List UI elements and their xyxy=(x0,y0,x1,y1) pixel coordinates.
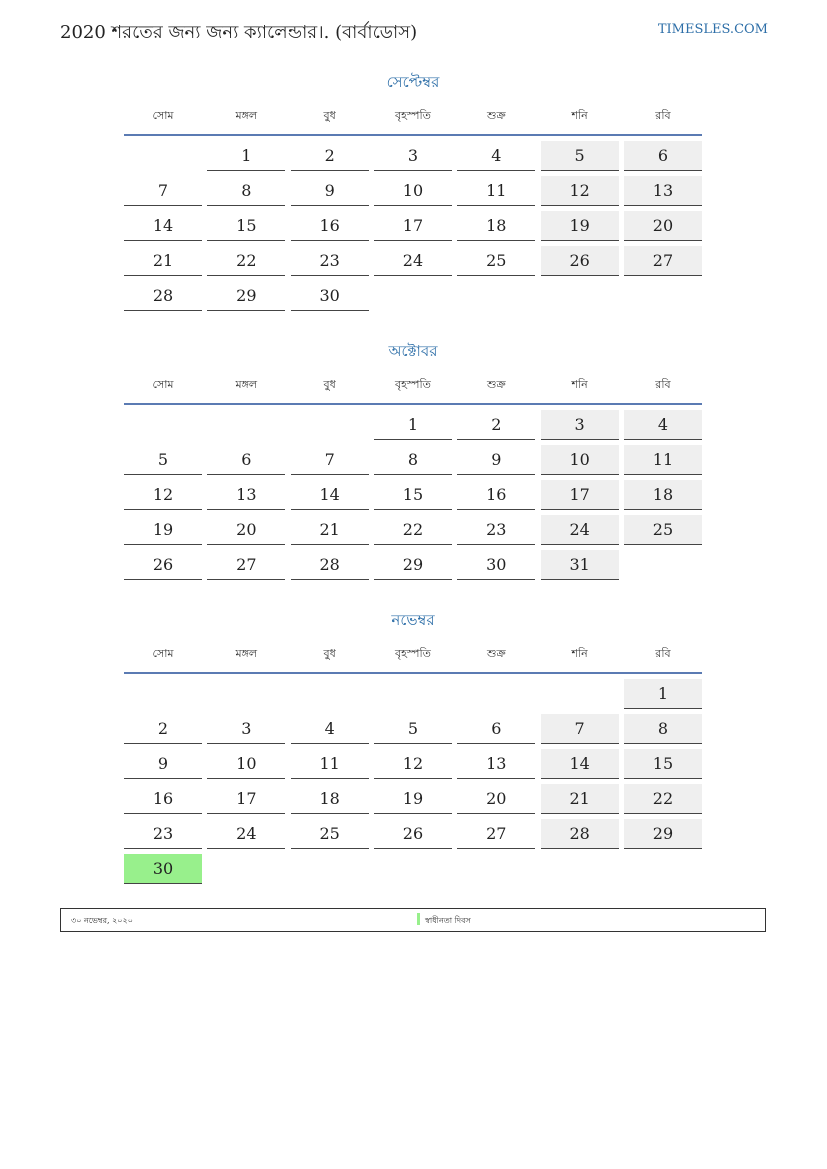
empty-cell xyxy=(624,854,702,884)
day-cell: 4 xyxy=(291,714,369,744)
day-cell: 18 xyxy=(624,480,702,510)
weekday-header xyxy=(124,376,702,394)
day-cell: 18 xyxy=(457,211,535,241)
weekday-label: বৃহস্পতি xyxy=(395,647,431,660)
empty-cell xyxy=(624,281,702,311)
weekday-label: রবি xyxy=(655,378,671,391)
day-cell: 25 xyxy=(457,246,535,276)
weekday-header xyxy=(124,645,702,663)
weekday-label: বুধ xyxy=(323,109,336,122)
weekday-label: মঙ্গল xyxy=(235,378,258,391)
day-grid xyxy=(124,410,702,580)
weekday-label: শুক্র xyxy=(486,109,506,122)
day-cell: 2 xyxy=(457,410,535,440)
empty-cell xyxy=(207,679,285,709)
day-cell: 12 xyxy=(374,749,452,779)
day-cell: 12 xyxy=(541,176,619,206)
empty-cell xyxy=(457,281,535,311)
day-cell: 9 xyxy=(124,749,202,779)
day-cell: 6 xyxy=(207,445,285,475)
day-cell: 4 xyxy=(624,410,702,440)
empty-cell xyxy=(457,679,535,709)
day-cell: 23 xyxy=(124,819,202,849)
day-cell: 24 xyxy=(374,246,452,276)
day-cell: 23 xyxy=(457,515,535,545)
day-cell: 8 xyxy=(374,445,452,475)
day-cell: 7 xyxy=(541,714,619,744)
day-cell: 26 xyxy=(541,246,619,276)
day-cell: 26 xyxy=(374,819,452,849)
day-cell: 16 xyxy=(124,784,202,814)
day-cell: 28 xyxy=(541,819,619,849)
empty-cell xyxy=(124,679,202,709)
weekday-label: সোম xyxy=(152,378,174,391)
day-cell: 22 xyxy=(374,515,452,545)
day-cell: 1 xyxy=(624,679,702,709)
month-title: সেপ্টেম্বর xyxy=(386,73,440,91)
day-cell: 29 xyxy=(207,281,285,311)
header-rule xyxy=(124,134,702,136)
site-link[interactable]: TIMESLES.COM xyxy=(657,22,768,37)
header-rule xyxy=(124,672,702,674)
day-cell: 28 xyxy=(291,550,369,580)
day-cell: 25 xyxy=(624,515,702,545)
holiday-day-cell: 30 xyxy=(124,854,202,884)
day-cell: 11 xyxy=(291,749,369,779)
day-cell: 20 xyxy=(457,784,535,814)
day-cell: 18 xyxy=(291,784,369,814)
empty-cell xyxy=(541,281,619,311)
empty-cell xyxy=(124,141,202,171)
month-title: নভেম্বর xyxy=(391,611,435,629)
day-cell: 13 xyxy=(457,749,535,779)
day-cell: 27 xyxy=(207,550,285,580)
day-grid xyxy=(124,141,702,311)
empty-cell xyxy=(207,854,285,884)
day-cell: 2 xyxy=(124,714,202,744)
day-cell: 16 xyxy=(291,211,369,241)
day-cell: 21 xyxy=(124,246,202,276)
day-cell: 7 xyxy=(291,445,369,475)
weekday-header xyxy=(124,107,702,125)
weekday-label: শনি xyxy=(571,647,588,660)
month-september xyxy=(124,72,702,311)
weekday-label: শনি xyxy=(571,109,588,122)
day-cell: 15 xyxy=(624,749,702,779)
day-cell: 17 xyxy=(541,480,619,510)
day-cell: 22 xyxy=(207,246,285,276)
day-cell: 5 xyxy=(374,714,452,744)
weekday-label: বৃহস্পতি xyxy=(395,109,431,122)
day-cell: 30 xyxy=(291,281,369,311)
day-cell: 6 xyxy=(457,714,535,744)
day-cell: 14 xyxy=(541,749,619,779)
day-cell: 26 xyxy=(124,550,202,580)
day-cell: 25 xyxy=(291,819,369,849)
day-cell: 27 xyxy=(624,246,702,276)
day-cell: 10 xyxy=(541,445,619,475)
day-cell: 21 xyxy=(541,784,619,814)
day-cell: 5 xyxy=(541,141,619,171)
day-cell: 17 xyxy=(207,784,285,814)
weekday-label: শনি xyxy=(571,378,588,391)
empty-cell xyxy=(541,679,619,709)
empty-cell xyxy=(207,410,285,440)
day-cell: 7 xyxy=(124,176,202,206)
empty-cell xyxy=(374,679,452,709)
note-date: ৩০ নভেম্বর, ২০২০ xyxy=(71,916,133,925)
day-cell: 19 xyxy=(124,515,202,545)
day-cell: 22 xyxy=(624,784,702,814)
empty-cell xyxy=(291,854,369,884)
day-cell: 17 xyxy=(374,211,452,241)
day-cell: 6 xyxy=(624,141,702,171)
empty-cell xyxy=(291,410,369,440)
day-cell: 20 xyxy=(624,211,702,241)
day-cell: 9 xyxy=(291,176,369,206)
day-cell: 1 xyxy=(207,141,285,171)
day-cell: 3 xyxy=(374,141,452,171)
weekday-label: সোম xyxy=(152,647,174,660)
day-cell: 24 xyxy=(207,819,285,849)
day-cell: 10 xyxy=(207,749,285,779)
day-cell: 24 xyxy=(541,515,619,545)
day-cell: 4 xyxy=(457,141,535,171)
weekday-label: রবি xyxy=(655,647,671,660)
day-cell: 3 xyxy=(541,410,619,440)
weekday-label: মঙ্গল xyxy=(235,109,258,122)
weekday-label: শুক্র xyxy=(486,647,506,660)
day-cell: 11 xyxy=(457,176,535,206)
weekday-label: মঙ্গল xyxy=(235,647,258,660)
page-title: 2020 শরতের জন্য জন্য ক্যালেন্ডার।. (বার্বাডোস) xyxy=(60,22,418,43)
day-cell: 10 xyxy=(374,176,452,206)
day-cell: 15 xyxy=(374,480,452,510)
weekday-label: বৃহস্পতি xyxy=(395,378,431,391)
note-label: স্বাধীনতা দিবস xyxy=(425,916,471,925)
day-cell: 2 xyxy=(291,141,369,171)
day-cell: 12 xyxy=(124,480,202,510)
day-cell: 9 xyxy=(457,445,535,475)
empty-cell xyxy=(291,679,369,709)
weekday-label: রবি xyxy=(655,109,671,122)
month-title: অক্টোবর xyxy=(388,342,438,360)
empty-cell xyxy=(374,281,452,311)
day-cell: 28 xyxy=(124,281,202,311)
day-cell: 8 xyxy=(207,176,285,206)
day-cell: 29 xyxy=(374,550,452,580)
day-cell: 19 xyxy=(541,211,619,241)
weekday-label: সোম xyxy=(152,109,174,122)
empty-cell xyxy=(124,410,202,440)
day-cell: 8 xyxy=(624,714,702,744)
day-cell: 11 xyxy=(624,445,702,475)
weekday-label: বুধ xyxy=(323,378,336,391)
day-cell: 23 xyxy=(291,246,369,276)
day-cell: 27 xyxy=(457,819,535,849)
day-cell: 19 xyxy=(374,784,452,814)
day-cell: 15 xyxy=(207,211,285,241)
empty-cell xyxy=(624,550,702,580)
day-cell: 14 xyxy=(124,211,202,241)
day-cell: 20 xyxy=(207,515,285,545)
day-cell: 3 xyxy=(207,714,285,744)
day-cell: 21 xyxy=(291,515,369,545)
holiday-color-marker xyxy=(417,913,420,925)
empty-cell xyxy=(541,854,619,884)
day-cell: 30 xyxy=(457,550,535,580)
day-cell: 5 xyxy=(124,445,202,475)
day-cell: 16 xyxy=(457,480,535,510)
empty-cell xyxy=(374,854,452,884)
holiday-notes xyxy=(60,908,766,932)
day-cell: 14 xyxy=(291,480,369,510)
day-cell: 31 xyxy=(541,550,619,580)
day-cell: 29 xyxy=(624,819,702,849)
month-october xyxy=(124,341,702,580)
day-cell: 1 xyxy=(374,410,452,440)
empty-cell xyxy=(457,854,535,884)
weekday-label: শুক্র xyxy=(486,378,506,391)
day-cell: 13 xyxy=(207,480,285,510)
day-grid xyxy=(124,679,702,884)
day-cell: 13 xyxy=(624,176,702,206)
weekday-label: বুধ xyxy=(323,647,336,660)
header-rule xyxy=(124,403,702,405)
month-november xyxy=(124,610,702,884)
